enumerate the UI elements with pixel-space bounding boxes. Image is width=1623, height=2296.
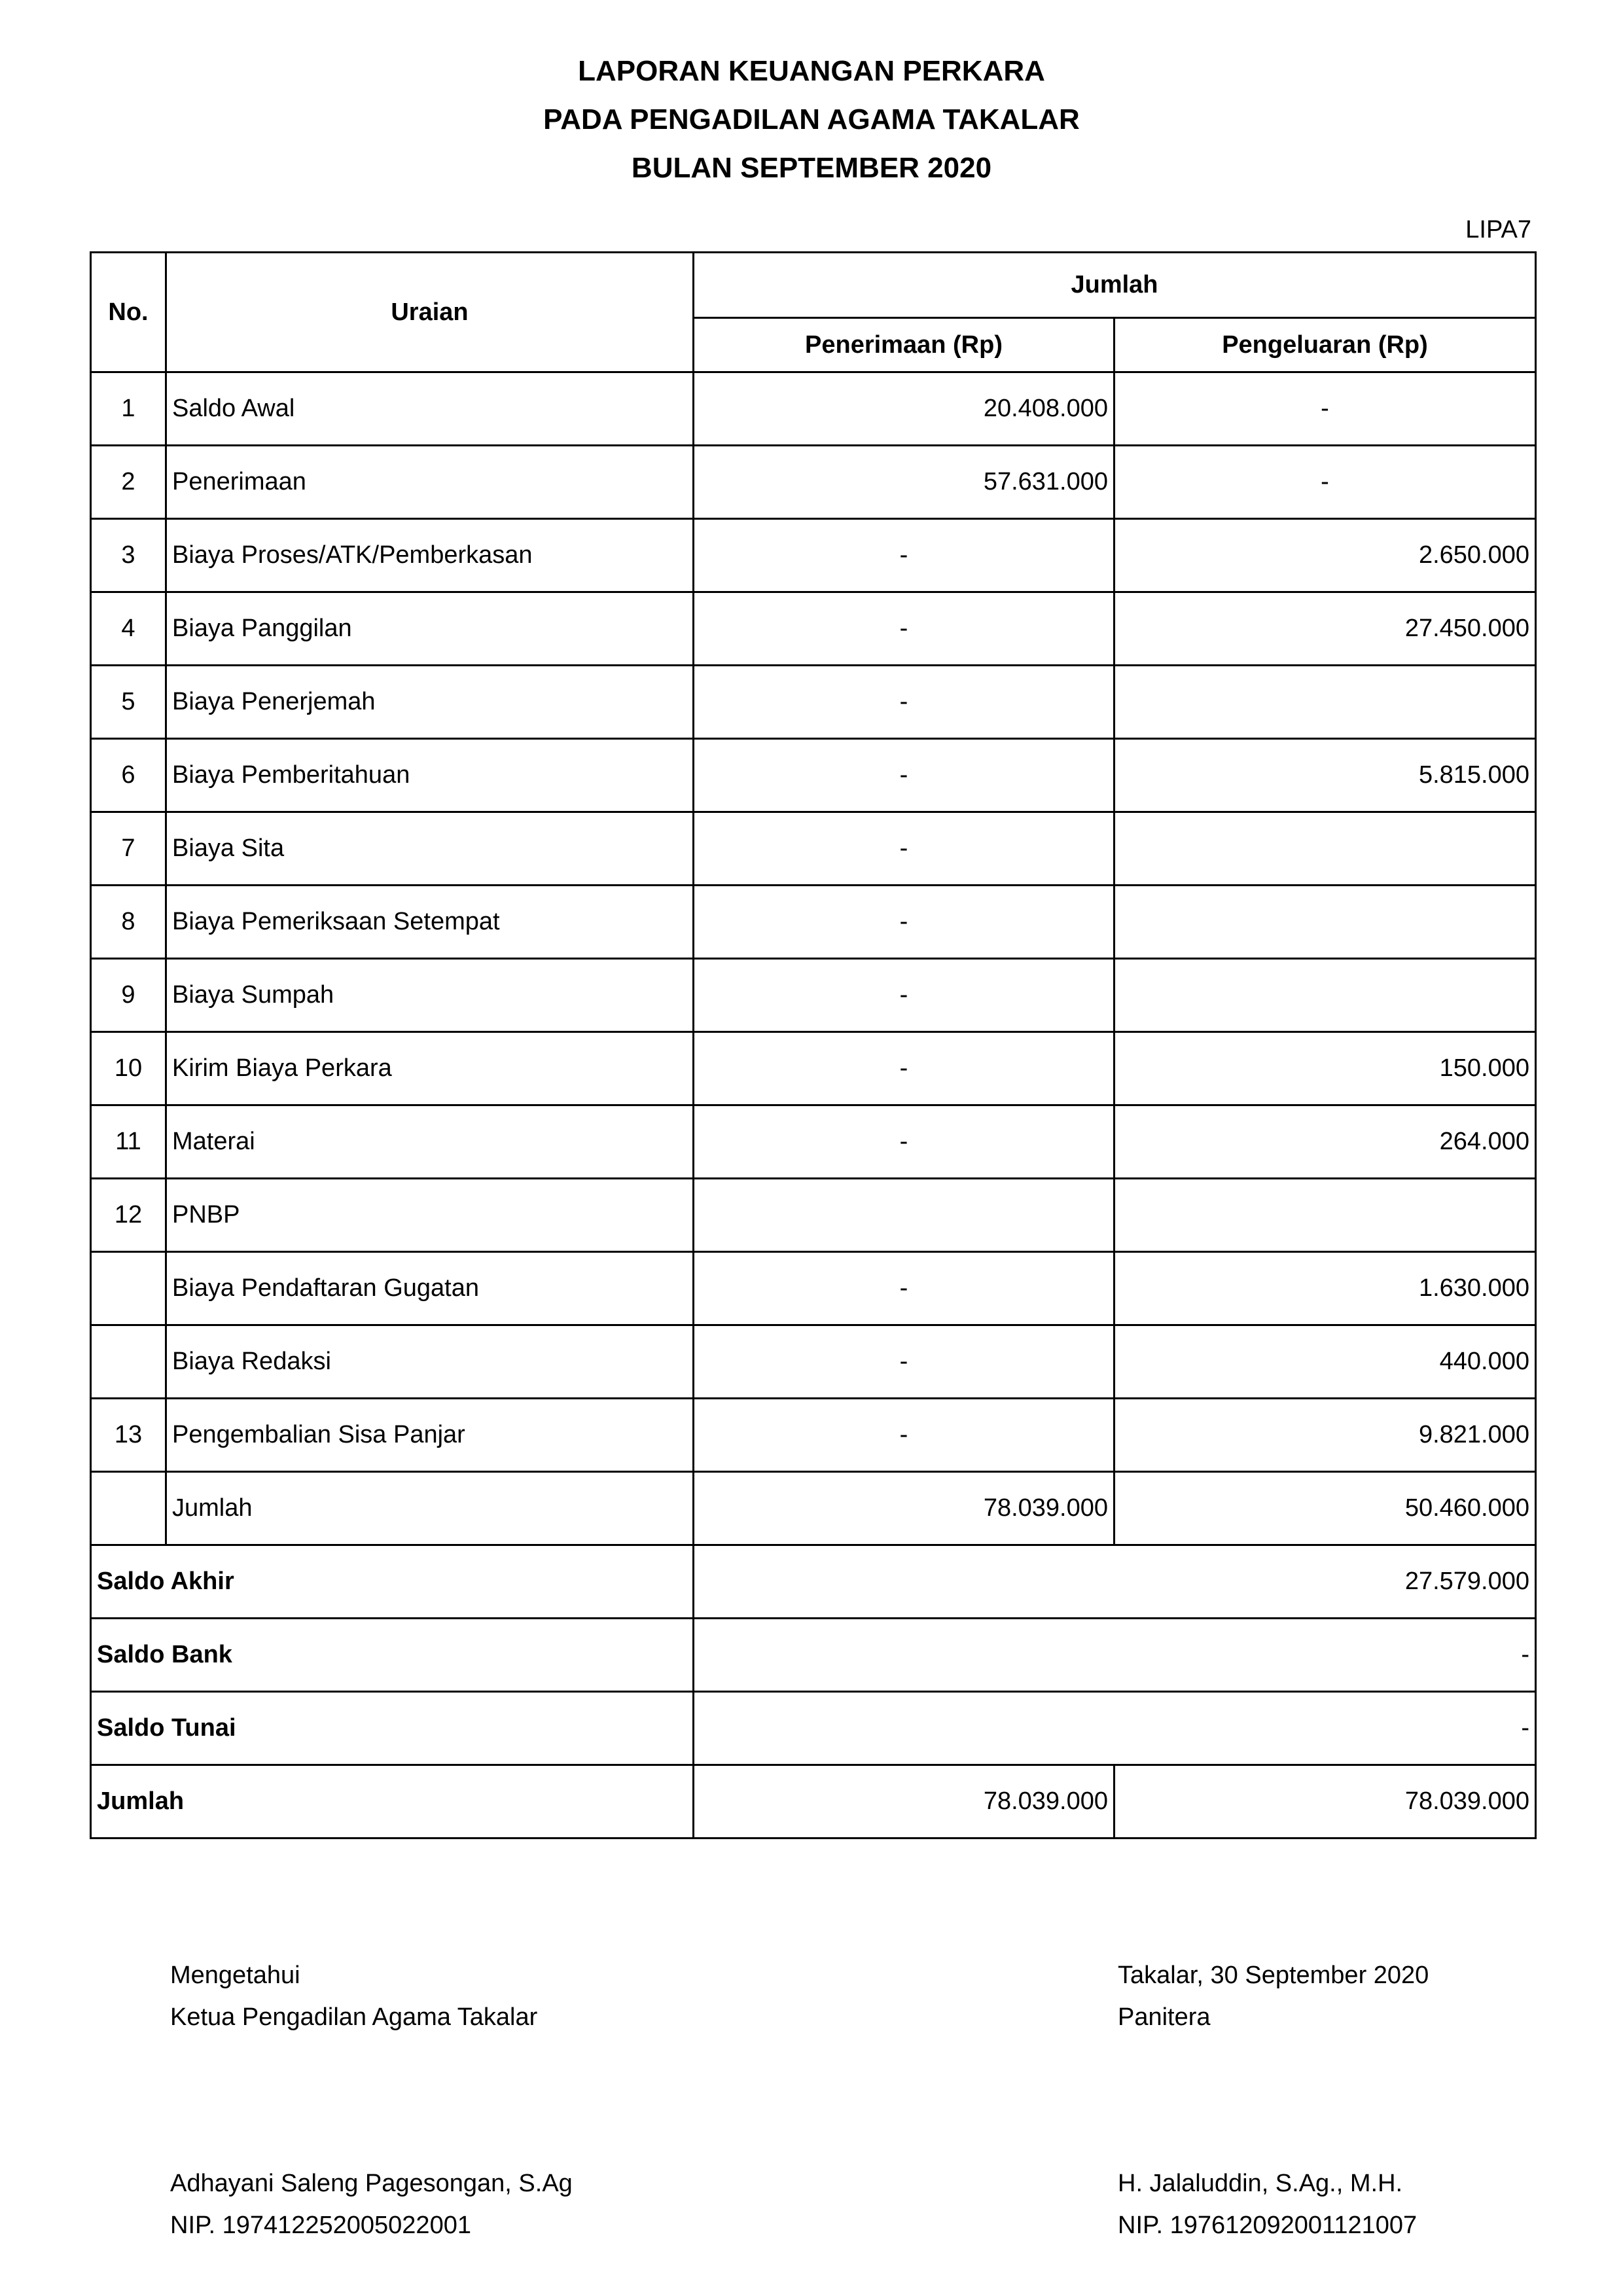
row-expense: 50.460.000 (1115, 1472, 1536, 1545)
saldo-bank-label: Saldo Bank (91, 1619, 694, 1692)
row-number: 5 (91, 666, 166, 739)
place-date: Takalar, 30 September 2020 (1118, 1962, 1429, 1989)
report-body (91, 372, 1536, 1545)
row-expense (1115, 959, 1536, 1032)
chair-name: Adhayani Saleng Pagesongan, S.Ag (170, 2170, 573, 2197)
row-number (91, 1472, 166, 1545)
table-row (91, 1399, 1536, 1472)
row-income: - (694, 886, 1115, 959)
row-expense (1115, 886, 1536, 959)
row-expense (1115, 666, 1536, 739)
title-line-1: LAPORAN KEUANGAN PERKARA (578, 55, 1045, 87)
clerk-signature-block (1118, 2162, 1417, 2246)
clerk-title: Panitera (1118, 2003, 1211, 2031)
saldo-akhir-value: 27.579.000 (694, 1545, 1536, 1619)
row-number (91, 1325, 166, 1399)
grand-total-label: Jumlah (91, 1765, 694, 1839)
table-row (91, 886, 1536, 959)
row-number: 1 (91, 372, 166, 446)
row-expense: 9.821.000 (1115, 1399, 1536, 1472)
chair-signature-block (170, 2162, 573, 2246)
table-row (91, 959, 1536, 1032)
header-no: No. (91, 253, 166, 372)
title-line-3: BULAN SEPTEMBER 2020 (631, 152, 992, 184)
row-description: Biaya Sumpah (166, 959, 694, 1032)
chair-title: Ketua Pengadilan Agama Takalar (170, 2003, 538, 2031)
row-income: 20.408.000 (694, 372, 1115, 446)
row-expense (1115, 812, 1536, 886)
row-expense (1115, 1179, 1536, 1252)
row-income: 57.631.000 (694, 446, 1115, 519)
row-expense: 440.000 (1115, 1325, 1536, 1399)
row-number: 2 (91, 446, 166, 519)
row-expense: 5.815.000 (1115, 739, 1536, 812)
row-number: 10 (91, 1032, 166, 1105)
table-row (91, 812, 1536, 886)
acknowledgement-block (170, 1954, 537, 2038)
row-income: - (694, 1252, 1115, 1325)
row-description: Biaya Pemeriksaan Setempat (166, 886, 694, 959)
table-row (91, 666, 1536, 739)
row-description: Biaya Sita (166, 812, 694, 886)
header-description: Uraian (166, 253, 694, 372)
row-description: Biaya Pendaftaran Gugatan (166, 1252, 694, 1325)
saldo-tunai-value: - (694, 1692, 1536, 1765)
row-number: 8 (91, 886, 166, 959)
row-income (694, 1179, 1115, 1252)
saldo-tunai-label: Saldo Tunai (91, 1692, 694, 1765)
grand-total-row (91, 1765, 1536, 1839)
row-description: Materai (166, 1105, 694, 1179)
acknowledgement-line: Mengetahui (170, 1962, 300, 1989)
row-income: - (694, 592, 1115, 666)
row-description: Biaya Proses/ATK/Pemberkasan (166, 519, 694, 592)
grand-total-expense: 78.039.000 (1115, 1765, 1536, 1839)
row-income: - (694, 519, 1115, 592)
place-date-block (1118, 1954, 1429, 2038)
row-description: Biaya Pemberitahuan (166, 739, 694, 812)
row-number (91, 1252, 166, 1325)
row-expense: 2.650.000 (1115, 519, 1536, 592)
row-number: 6 (91, 739, 166, 812)
financial-report-table (90, 251, 1537, 1839)
row-description: Biaya Panggilan (166, 592, 694, 666)
row-income: - (694, 1399, 1115, 1472)
row-income: - (694, 739, 1115, 812)
row-description: Kirim Biaya Perkara (166, 1032, 694, 1105)
saldo-bank-row (91, 1619, 1536, 1692)
grand-total-income: 78.039.000 (694, 1765, 1115, 1839)
table-row (91, 372, 1536, 446)
row-income: - (694, 812, 1115, 886)
row-number: 13 (91, 1399, 166, 1472)
row-income: - (694, 1032, 1115, 1105)
chair-nip: NIP. 197412252005022001 (170, 2212, 471, 2239)
form-code: LIPA7 (1465, 216, 1531, 243)
table-row (91, 1105, 1536, 1179)
clerk-name: H. Jalaluddin, S.Ag., M.H. (1118, 2170, 1403, 2197)
row-description: Biaya Penerjemah (166, 666, 694, 739)
saldo-tunai-row (91, 1692, 1536, 1765)
title-line-2: PADA PENGADILAN AGAMA TAKALAR (543, 103, 1080, 135)
saldo-akhir-label: Saldo Akhir (91, 1545, 694, 1619)
row-description: Penerimaan (166, 446, 694, 519)
row-expense: - (1115, 372, 1536, 446)
table-row (91, 1032, 1536, 1105)
row-expense: 27.450.000 (1115, 592, 1536, 666)
row-income: - (694, 959, 1115, 1032)
row-expense: 150.000 (1115, 1032, 1536, 1105)
row-income: - (694, 666, 1115, 739)
clerk-nip: NIP. 197612092001121007 (1118, 2212, 1418, 2239)
row-description: Biaya Redaksi (166, 1325, 694, 1399)
header-amount: Jumlah (694, 253, 1536, 318)
table-row (91, 592, 1536, 666)
row-number: 11 (91, 1105, 166, 1179)
row-description: Pengembalian Sisa Panjar (166, 1399, 694, 1472)
row-income: - (694, 1105, 1115, 1179)
report-title (0, 47, 1623, 192)
row-number: 7 (91, 812, 166, 886)
row-expense: 264.000 (1115, 1105, 1536, 1179)
row-expense: - (1115, 446, 1536, 519)
row-description: Jumlah (166, 1472, 694, 1545)
table-row (91, 519, 1536, 592)
header-expense: Pengeluaran (Rp) (1115, 318, 1536, 372)
saldo-bank-value: - (694, 1619, 1536, 1692)
table-row (91, 1179, 1536, 1252)
row-income: - (694, 1325, 1115, 1399)
row-number: 3 (91, 519, 166, 592)
table-row (91, 1325, 1536, 1399)
table-row (91, 446, 1536, 519)
table-row (91, 1472, 1536, 1545)
row-income: 78.039.000 (694, 1472, 1115, 1545)
table-row (91, 739, 1536, 812)
header-income: Penerimaan (Rp) (694, 318, 1115, 372)
row-number: 12 (91, 1179, 166, 1252)
row-description: PNBP (166, 1179, 694, 1252)
table-row (91, 1252, 1536, 1325)
row-expense: 1.630.000 (1115, 1252, 1536, 1325)
row-number: 9 (91, 959, 166, 1032)
row-description: Saldo Awal (166, 372, 694, 446)
saldo-akhir-row (91, 1545, 1536, 1619)
report-summary (91, 1545, 1536, 1839)
row-number: 4 (91, 592, 166, 666)
